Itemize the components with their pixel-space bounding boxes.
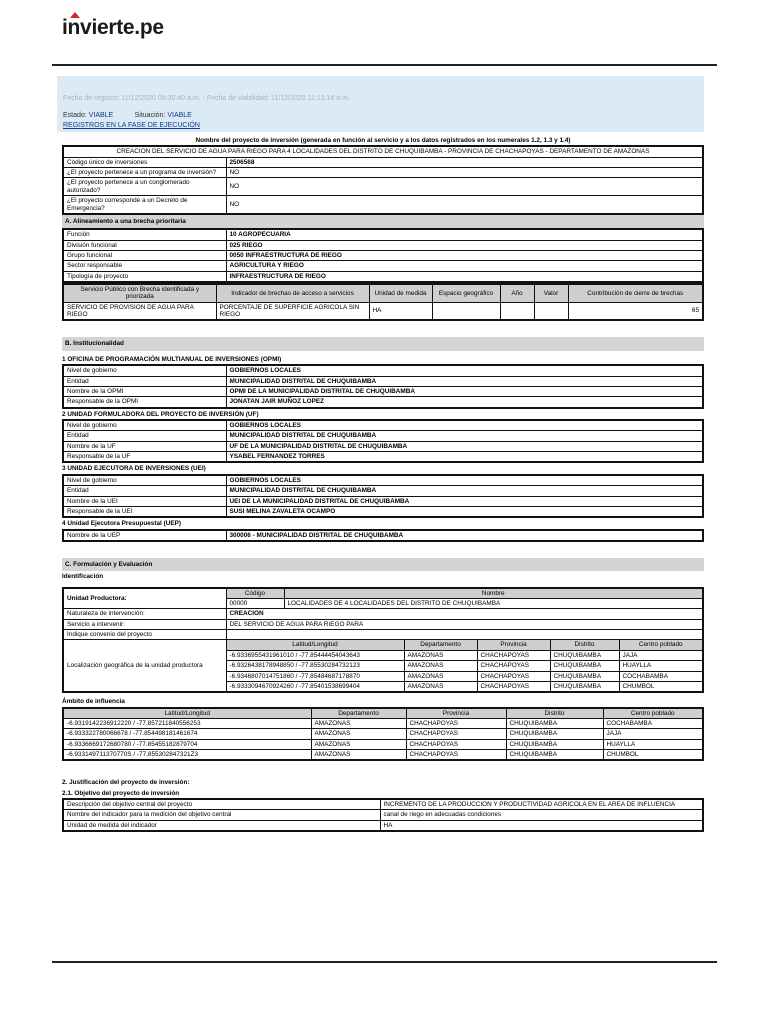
row-value: INFRAESTRUCTURA DE RIEGO <box>226 271 703 282</box>
ambito-title: Ámbito de influencia <box>62 698 125 706</box>
brecha-cell <box>432 302 500 320</box>
brecha-cell <box>534 302 568 320</box>
loc-cell: AMAZONAS <box>404 681 477 692</box>
brecha-header: Indicador de brechas de acceso a servicios <box>216 284 369 302</box>
uep-title: 4 Unidad Ejecutora Presupuestal (UEP) <box>62 520 181 528</box>
row-label: ¿El proyecto pertenece a un programa de inversión? <box>63 168 226 178</box>
project-general-table <box>62 145 704 215</box>
brecha-header: Año <box>500 284 534 302</box>
section-a-title: A. Alineamiento a una brecha prioritaria <box>62 215 704 228</box>
uep-table <box>62 529 704 542</box>
amb-cell: CHUQUIBAMBA <box>506 718 603 728</box>
identificacion-title: Identificación <box>62 573 104 581</box>
loc-cell: -6.9326438178948850 / -77.85530284732123 <box>226 661 404 671</box>
loc-cell: CHUQUIBAMBA <box>550 650 619 660</box>
row-label: Nombre de la UEI <box>63 496 226 506</box>
row-value: GOBIERNOS LOCALES <box>226 420 703 431</box>
invierte-logo: invierte.pe <box>62 16 164 39</box>
project-name: CREACION DEL SERVICIO DE AGUA PARA RIEGO PARA 4 LOCALIDADES DEL DISTRITO DE CHUQUIBAMBA - PROVINCIA DE CHACHAPOYAS - DEPARTAMENTO DE AMAZONAS <box>63 146 703 157</box>
row-label: Servicio a intervenir: <box>63 619 226 629</box>
table-row <box>63 729 703 739</box>
loc-cell: CHACHAPOYAS <box>477 681 550 692</box>
section-c-title: C. Formulación y Evaluación <box>62 558 704 571</box>
amb-cell: AMAZONAS <box>311 739 406 749</box>
loc-cell: HUAYLLA <box>619 661 703 671</box>
brecha-cell <box>500 302 534 320</box>
loc-cell: AMAZONAS <box>404 661 477 671</box>
row-value: CREACION <box>226 609 703 619</box>
row-label: Tipología de proyecto <box>63 271 226 282</box>
brecha-cell: 65 <box>568 302 703 320</box>
amb-cell: AMAZONAS <box>311 729 406 739</box>
loc-cell: CHACHAPOYAS <box>477 650 550 660</box>
row-label: División funcional <box>63 240 226 250</box>
brecha-header: Valor <box>534 284 568 302</box>
registros-ejecucion-link[interactable]: REGISTROS EN LA FASE DE EJECUCIÓN <box>63 122 200 129</box>
row-label: Nombre de la OPMI <box>63 386 226 396</box>
row-value: INCREMENTO DE LA PRODUCCION Y PRODUCTIVIDAD AGRICOLA EN EL AREA DE INFLUENCIA <box>380 799 703 810</box>
brecha-header: Unidad de medida <box>369 284 432 302</box>
row-label: Responsable de la UEI <box>63 506 226 517</box>
amb-cell: AMAZONAS <box>311 750 406 761</box>
loc-header: Departamento <box>404 640 477 650</box>
row-label: Nivel de gobierno <box>63 365 226 376</box>
nombre-value: LOCALIDADES DE 4 LOCALIDADES DEL DISTRITO DE CHUQUIBAMBA <box>284 599 703 609</box>
loc-cell: CHUMBOL <box>619 681 703 692</box>
row-value: UF DE LA MUNICIPALIDAD DISTRITAL DE CHUQUIBAMBA <box>226 441 703 451</box>
section-b-title: B. Institucionalidad <box>62 337 704 350</box>
row-label: Nombre de la UF <box>63 441 226 451</box>
amb-cell: -6.933322780066678 / -77.854498181461674 <box>63 729 311 739</box>
uf-table <box>62 419 704 463</box>
loc-cell: -6.9346807014751860 / -77.85484687178870 <box>226 671 404 681</box>
row-value <box>226 630 703 640</box>
loc-header: Distrito <box>550 640 619 650</box>
loc-header: Centro poblado <box>619 640 703 650</box>
row-value: 2506568 <box>226 157 703 167</box>
row-value: HA <box>380 820 703 831</box>
localizacion-label: Localización geográfica de la unidad productora <box>63 640 226 692</box>
row-label: Unidad de medida del indicador <box>63 820 380 831</box>
amb-cell: -6.933149711370770S / -77.855302847321Z3 <box>63 750 311 761</box>
row-label: Responsable de la OPMI <box>63 397 226 408</box>
row-value: NO <box>226 196 703 214</box>
table-row <box>63 718 703 728</box>
row-value: JONATAN JAIR MUÑOZ LOPEZ <box>226 397 703 408</box>
row-label: Nombre del indicador para la medición del objetivo central <box>63 810 380 820</box>
brecha-cell: HA <box>369 302 432 320</box>
amb-header: Distrito <box>506 708 603 719</box>
brecha-header: Contribución de cierre de brechas <box>568 284 703 302</box>
row-value: YSABEL FERNANDEZ TORRES <box>226 452 703 463</box>
header-divider <box>52 64 717 66</box>
amb-cell: CHACHAPOYAS <box>406 729 506 739</box>
amb-cell: HUAYLLA <box>603 739 703 749</box>
brecha-header: Espacio geográfico <box>432 284 500 302</box>
row-value: MUNICIPALIDAD DISTRITAL DE CHUQUIBAMBA <box>226 376 703 386</box>
loc-cell: AMAZONAS <box>404 650 477 660</box>
loc-cell: -6.9333094670924260 / -77.85401538699404 <box>226 681 404 692</box>
loc-cell: CHUQUIBAMBA <box>550 681 619 692</box>
brecha-cell: SERVICIO DE PROVISION DE AGUA PARA RIEGO <box>63 302 216 320</box>
loc-cell: JAJA <box>619 650 703 660</box>
row-label: Nivel de gobierno <box>63 475 226 486</box>
row-label: Indique convenio del proyecto <box>63 630 226 640</box>
loc-cell: CHUQUIBAMBA <box>550 671 619 681</box>
project-name-heading: Nombre del proyecto de inversión (generada en función al servicio y a los datos registrados en los numerales 1.2, 1.3 y 1.4) <box>195 137 571 144</box>
row-value: UEI DE LA MUNICIPALIDAD DISTRITAL DE CHUQUIBAMBA <box>226 496 703 506</box>
loc-cell: CHACHAPOYAS <box>477 671 550 681</box>
brecha-header: Servicio Público con Brecha identificada y priorizada <box>63 284 216 302</box>
amb-header: Provincia <box>406 708 506 719</box>
opmi-title: 1 OFICINA DE PROGRAMACIÓN MULTIANUAL DE INVERSIONES (OPMI) <box>62 355 282 363</box>
amb-cell: AMAZONAS <box>311 718 406 728</box>
amb-cell: -6.9336669172680780 / -77.85455182879704 <box>63 739 311 749</box>
amb-cell: JAJA <box>603 729 703 739</box>
row-value: canal de riego en adecuadas condiciones <box>380 810 703 820</box>
amb-cell: CHACHAPOYAS <box>406 750 506 761</box>
registration-dates: Fecha de registro: 11/12/2020 09:30:40 a.m. - Fecha de viabilidad: 11/12/2020 11:13:18 a.m. <box>63 95 350 102</box>
codigo-header: Código <box>226 588 284 599</box>
row-label: Nombre de la UEP <box>63 530 226 541</box>
row-value: OPMI DE LA MUNICIPALIDAD DISTRITAL DE CHUQUIBAMBA <box>226 386 703 396</box>
uei-table <box>62 474 704 518</box>
row-value: NO <box>226 168 703 178</box>
loc-header: Provincia <box>477 640 550 650</box>
amb-cell: -6.9319142236912220 / -77.857211840556253 <box>63 718 311 728</box>
row-value: NO <box>226 178 703 196</box>
brecha-table <box>62 283 704 321</box>
row-value: SUSI MELINA ZAVALETA OCAMPO <box>226 506 703 517</box>
amb-cell: CHUMBOL <box>603 750 703 761</box>
amb-cell: CHUQUIBAMBA <box>506 739 603 749</box>
row-value: DEL SERVICIO DE AGUA PARA RIEGO PARA <box>226 619 703 629</box>
row-value: AGRICULTURA Y RIEGO <box>226 261 703 271</box>
footer-divider <box>52 961 717 963</box>
row-label: Nivel de gobierno <box>63 420 226 431</box>
loc-cell: COCHABAMBA <box>619 671 703 681</box>
row-value: MUNICIPALIDAD DISTRITAL DE CHUQUIBAMBA <box>226 431 703 441</box>
opmi-table <box>62 364 704 408</box>
table-row <box>63 750 703 761</box>
formato-document <box>62 136 704 832</box>
amb-cell: COCHABAMBA <box>603 718 703 728</box>
nombre-header: Nombre <box>284 588 703 599</box>
row-value: MUNICIPALIDAD DISTRITAL DE CHUQUIBAMBA <box>226 486 703 496</box>
table-row <box>63 739 703 749</box>
amb-cell: CHACHAPOYAS <box>406 718 506 728</box>
alineamiento-table <box>62 228 704 283</box>
brecha-cell: PORCENTAJE DE SUPERFICIE AGRICOLA SIN RIEGO <box>216 302 369 320</box>
uei-title: 3 UNIDAD EJECUTORA DE INVERSIONES (UEI) <box>62 465 206 473</box>
objetivo-table <box>62 798 704 832</box>
row-value: GOBIERNOS LOCALES <box>226 365 703 376</box>
codigo-value: 00000 <box>226 599 284 609</box>
objetivo-subtitle: 2.1. Objetivo del proyecto de inversión <box>62 789 180 797</box>
row-value: 025 RIEGO <box>226 240 703 250</box>
uf-title: 2 UNIDAD FORMULADORA DEL PROYECTO DE INVERSIÓN (UF) <box>62 410 259 418</box>
row-label: Grupo funcional <box>63 250 226 260</box>
loc-cell: -6.9336955431961010 / -77.85444454043643 <box>226 650 404 660</box>
row-value: GOBIERNOS LOCALES <box>226 475 703 486</box>
amb-cell: CHACHAPOYAS <box>406 739 506 749</box>
loc-header: Latitud/Longitud <box>226 640 404 650</box>
amb-cell: CHUQUIBAMBA <box>506 729 603 739</box>
estado-value: VIABLE <box>88 112 114 119</box>
row-label: Código único de inversiones <box>63 157 226 167</box>
amb-header: Latitud/Longitud <box>63 708 311 719</box>
situacion-value: VIABLE <box>167 112 192 119</box>
ambito-table <box>62 707 704 762</box>
amb-cell: CHUQUIBAMBA <box>506 750 603 761</box>
row-label: Entidad <box>63 431 226 441</box>
project-status-box <box>57 76 704 132</box>
row-label: Descripción del objetivo central del proyecto <box>63 799 380 810</box>
unidad-productora-label: Unidad Productora: <box>63 588 226 609</box>
loc-cell: AMAZONAS <box>404 671 477 681</box>
justificacion-title: 2. Justificación del proyecto de inversión: <box>62 779 190 787</box>
row-label: ¿El proyecto pertenece a un conglomerado autorizado? <box>63 178 226 196</box>
row-label: Sector responsable <box>63 261 226 271</box>
identificacion-table <box>62 587 704 694</box>
row-label: Entidad <box>63 486 226 496</box>
row-label: Entidad <box>63 376 226 386</box>
row-value: 0050 INFRAESTRUCTURA DE RIEGO <box>226 250 703 260</box>
row-label: Función <box>63 229 226 240</box>
loc-cell: CHACHAPOYAS <box>477 661 550 671</box>
row-label: Responsable de la UF <box>63 452 226 463</box>
loc-cell: CHUQUIBAMBA <box>550 661 619 671</box>
amb-header: Departamento <box>311 708 406 719</box>
row-label: Naturaleza de intervención: <box>63 609 226 619</box>
row-label: ¿El proyecto corresponde a un Decreto de Emergencia? <box>63 196 226 214</box>
amb-header: Centro poblado <box>603 708 703 719</box>
row-value: 10 AGROPECUARIA <box>226 229 703 240</box>
row-value: 300006 - MUNICIPALIDAD DISTRITAL DE CHUQUIBAMBA <box>226 530 703 541</box>
status-line: Estado: VIABLE Situación: VIABLE <box>63 112 192 119</box>
